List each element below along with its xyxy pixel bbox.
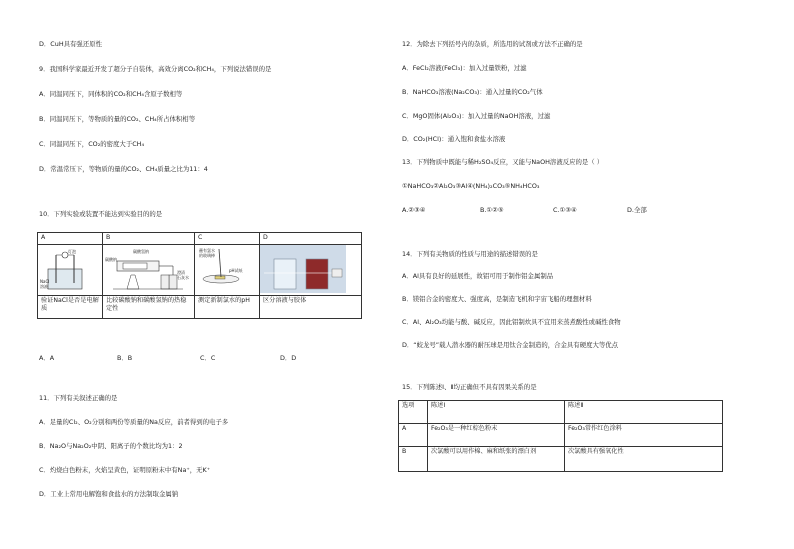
q10-header-b: B: [103, 233, 195, 245]
q9-option-b: B．同温同压下，等物质的量的CO₂、CH₄所占体积相等: [39, 115, 196, 123]
q14-option-b: B．镁铝合金的密度大、强度高，是制造飞机和宇宙飞船的理想材料: [402, 295, 592, 303]
q15-row-b-option: B: [399, 447, 428, 472]
q12-option-b: B．NaHCO₃溶液(Na₂CO₃)：通入过量的CO₂气体: [402, 88, 543, 96]
q15-row-a-statement-2: Fe₂O₃常作红色涂料: [565, 424, 723, 447]
q11-option-a: A．足量的Cl₂、O₂分别和两份等质量的Na反应，前者得到的电子多: [39, 418, 229, 426]
q14-option-d: D．“蛟龙号”载人潜水器的耐压球是用钛合金制造的，合金具有硬度大等优点: [402, 341, 619, 349]
q12-option-a: A．FeCl₂溶液(FeCl₃)：加入过量铁粉，过滤: [402, 64, 527, 72]
q10-answer-d: D．D: [280, 354, 297, 362]
q11-stem: 11．下列有关叙述正确的是: [39, 394, 118, 402]
q10-figure-d: [260, 244, 362, 295]
q8-option-d: D．CuH具有强还原性: [39, 40, 102, 48]
lamp-label: 灯泡: [68, 248, 76, 254]
tyndall-effect-photo-icon: [260, 245, 346, 293]
nacl-label: NaCl 溶液: [40, 278, 50, 289]
q9-option-a: A．同温同压下，同体积的CO₂和CH₄含原子数相等: [39, 90, 183, 98]
q13-stem: 13．下列物质中既能与稀H₂SO₄反应，又能与NaOH溶液反应的是（ ）: [402, 158, 604, 166]
q10-desc-c: 测定新制氯水的pH: [195, 295, 260, 318]
q15-row-b-statement-1: 次氯酸可以用作棉、麻和纸张的漂白剂: [428, 447, 565, 472]
q10-header-d: D: [260, 233, 362, 245]
q10-figure-a: [38, 244, 103, 295]
q13-option-c: C.①③④: [553, 206, 577, 214]
q15-table: [398, 400, 723, 472]
q12-stem: 12．为除去下列括号内的杂质，所选用的试剂或方法不正确的是: [402, 40, 583, 48]
q10-desc-d: 区分溶液与胶体: [260, 295, 362, 318]
q15-row-b-statement-2: 次氯酸具有强氧化性: [565, 447, 723, 472]
q13-option-d: D.全部: [627, 206, 647, 214]
q15-header-option: 选项: [399, 401, 428, 424]
q10-figure-c: [195, 244, 260, 295]
sodium-carbonate-label: 碳酸钠: [105, 256, 117, 262]
glass-rod-label: 蘸有氯水 的玻璃棒: [199, 247, 215, 258]
q10-answer-a: A．A: [39, 354, 55, 362]
q10-figure-b: [103, 244, 195, 295]
q15-stem: 15．下列陈述Ⅰ、Ⅱ均正确但不具有因果关系的是: [402, 383, 537, 391]
sodium-bicarbonate-label: 碳酸氢钠: [133, 248, 149, 254]
q10-header-a: A: [38, 233, 103, 245]
q9-option-d: D．常温常压下，等物质的量的CO₂、CH₄质量之比为11：4: [39, 165, 208, 173]
q15-header-statement-2: 陈述Ⅱ: [565, 401, 723, 424]
q15-row-a-statement-1: Fe₂O₃是一种红棕色粉末: [428, 424, 565, 447]
q12-option-d: D．CO₂(HCl)：通入饱和食盐水溶液: [402, 135, 506, 143]
q10-header-c: C: [195, 233, 260, 245]
q10-answer-b: B．B: [117, 354, 133, 362]
q13-option-b: B.①②⑤: [480, 206, 504, 214]
q12-option-c: C．MgO固体(Al₂O₃)：加入过量的NaOH溶液，过滤: [402, 112, 551, 120]
q10-desc-b: 比较碳酸钠和碳酸氢钠的热稳定性: [103, 295, 195, 318]
q10-table: [37, 232, 362, 319]
lime-water-label: 澄清 石灰水: [177, 269, 189, 280]
q13-list: ①NaHCO₃②Al₂O₃③Al④(NH₄)₂CO₃⑤NH₄HCO₃: [402, 182, 540, 190]
q10-stem: 10．下列实验或装置不能达到实验目的的是: [39, 210, 163, 218]
q14-stem: 14．下列有关物质的性质与用途的描述错误的是: [402, 250, 538, 258]
q11-option-b: B．Na₂O与Na₂O₂中阴、阳离子的个数比均为1：2: [39, 442, 183, 450]
ph-paper-label: pH试纸: [229, 267, 243, 273]
q9-stem: 9．我国科学家最近开发了超分子自装体，高效分离CO₂和CH₄，下列说法错误的是: [39, 65, 272, 73]
q15-header-statement-1: 陈述Ⅰ: [428, 401, 565, 424]
q10-answer-c: C．C: [200, 354, 216, 362]
q9-option-c: C．同温同压下，CO₂的密度大于CH₄: [39, 140, 145, 148]
q14-option-a: A．Al具有良好的延展性，故铝可用于制作铝金属制品: [402, 272, 554, 280]
q14-option-c: C．Al、Al₂O₃均能与酸、碱反应，因此铝制炊具不宜用来蒸煮酸性或碱性食物: [402, 318, 621, 326]
q15-row-a-option: A: [399, 424, 428, 447]
q10-desc-a: 验证NaCl是否是电解质: [38, 295, 103, 318]
q11-option-d: D．工业上常用电解饱和食盐水的方法制取金属钠: [39, 490, 179, 498]
q13-option-a: A.②③④: [402, 206, 426, 214]
q11-option-c: C．灼烧白色粉末，火焰呈黄色，证明原粉末中有Na⁺，无K⁺: [39, 466, 211, 474]
